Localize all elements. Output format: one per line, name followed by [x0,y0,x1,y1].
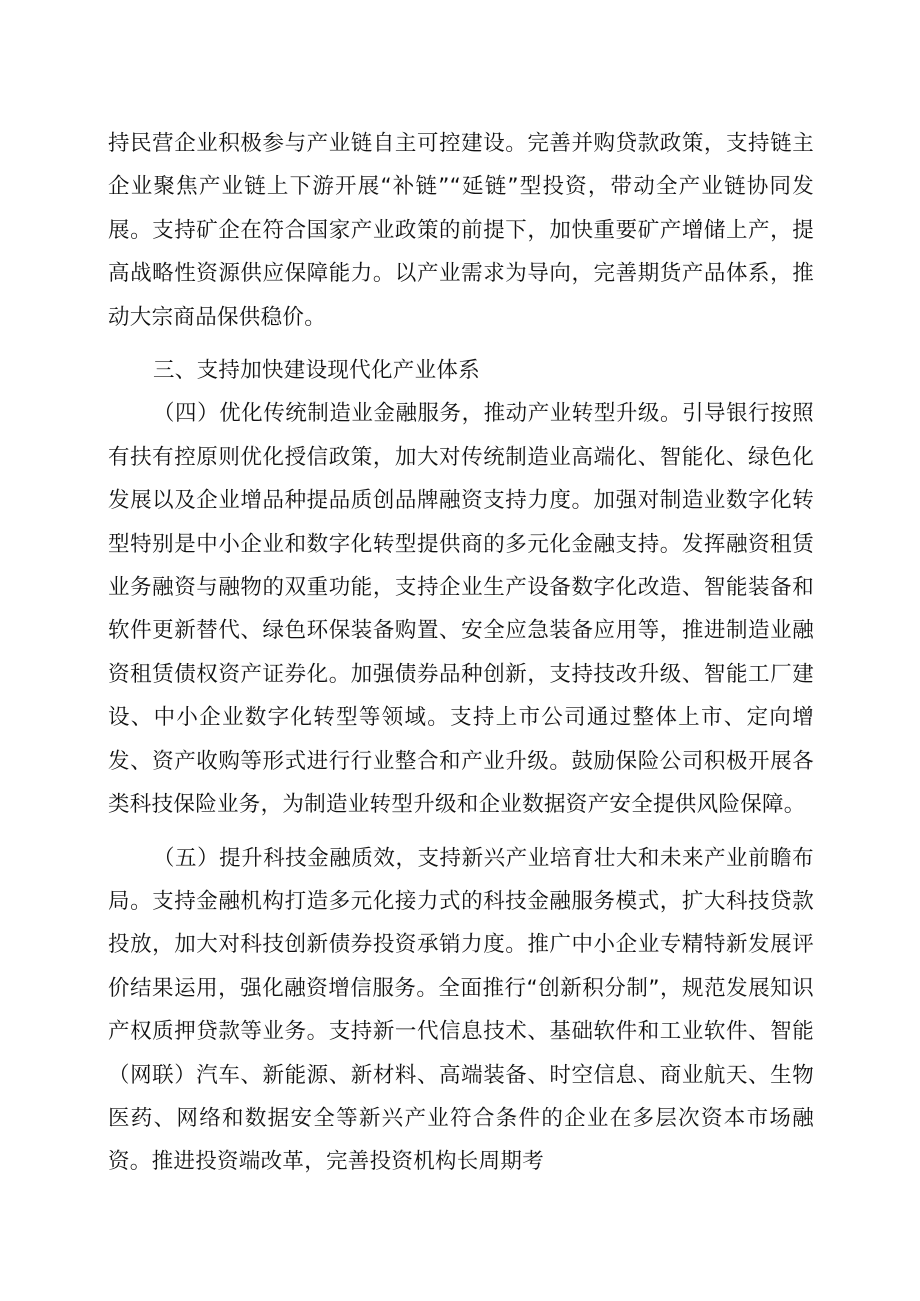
paragraph-five: （五）提升科技金融质效，支持新兴产业培育壮大和未来产业前瞻布局。支持金融机构打造多元化接力式的科技金融服务模式，扩大科技贷款投放，加大对科技创新债券投资承销力度。推广中小企业专精特新发展评价结果运用，强化融资增信服务。全面推行“创新积分制”，规范发展知识产权质押贷款等业务。支持新一代信息技术、基础软件和工业软件、智能（网联）汽车、新能源、新材料、高端装备、时空信息、商业航天、生物医药、网络和数据安全等新兴产业符合条件的企业在多层次资本市场融资。推进投资端改革，完善投资机构长周期考 [108,845,814,1175]
paragraph-four: （四）优化传统制造业金融服务，推动产业转型升级。引导银行按照有扶有控原则优化授信政策，加大对传统制造业高端化、智能化、绿色化发展以及企业增品种提品质创品牌融资支持力度。加强对制造业数字化转型特别是中小企业和数字化转型提供商的多元化金融支持。发挥融资租赁业务融资与融物的双重功能，支持企业生产设备数字化改造、智能装备和软件更新替代、绿色环保装备购置、安全应急装备应用等，推进制造业融资租赁债权资产证券化。加强债券品种创新，支持技改升级、智能工厂建设、中小企业数字化转型等领域。支持上市公司通过整体上市、定向增发、资产收购等形式进行行业整合和产业升级。鼓励保险公司积极开展各类科技保险业务，为制造业转型升级和企业数据资产安全提供风险保障。 [108,401,814,818]
document-body [108,122,814,1184]
section-heading: 三、支持加快建设现代化产业体系 [153,358,481,384]
paragraph-continuation: 持民营企业积极参与产业链自主可控建设。完善并购贷款政策，支持链主企业聚焦产业链上下游开展“补链”“延链”型投资，带动全产业链协同发展。支持矿企在符合国家产业政策的前提下，加快重要矿产增储上产，提高战略性资源供应保障能力。以产业需求为导向，完善期货产品体系，推动大宗商品保供稳价。 [108,131,814,330]
